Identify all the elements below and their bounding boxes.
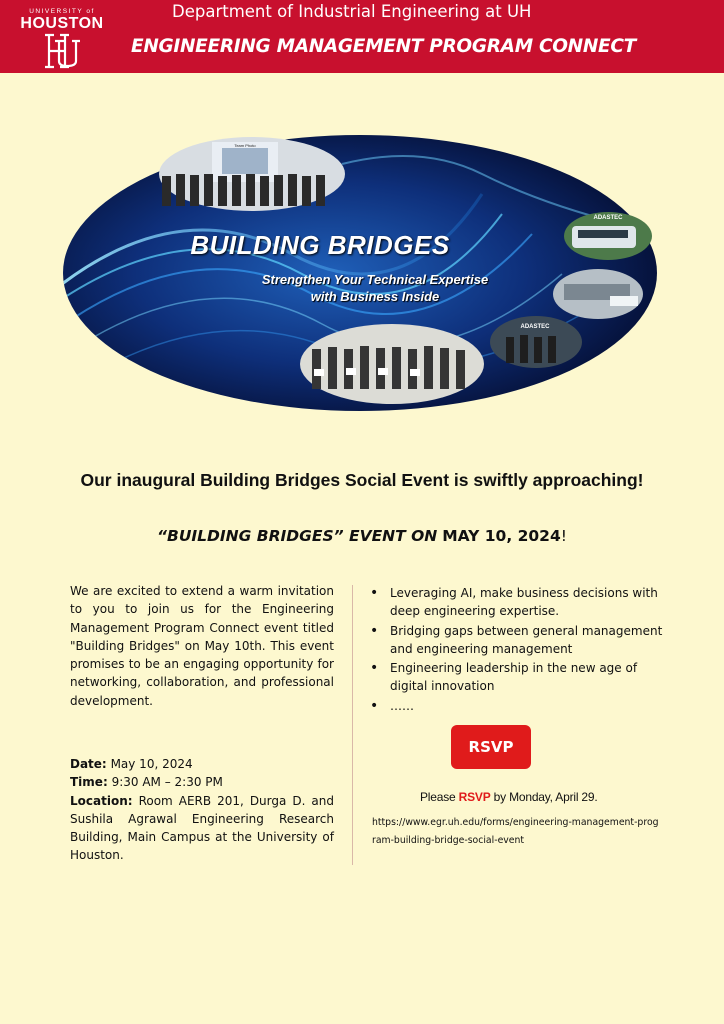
event-exclaim: ! bbox=[560, 527, 567, 545]
time-label: Time: bbox=[70, 775, 108, 790]
logo-university-text: UNIVERSITY of bbox=[29, 8, 95, 15]
department-title: Department of Industrial Engineering at UH bbox=[172, 2, 532, 21]
top-group-photo bbox=[159, 137, 345, 211]
time-row bbox=[70, 773, 334, 791]
invitation-paragraph: We are excited to extend a warm invitation to you to join us for the Engineering Management Program Connect event titled "Building Bridges" on May 10th. This event promises to be an engaging opportunity for networking, collaboration, and professional development. bbox=[70, 584, 334, 708]
event-details bbox=[70, 755, 334, 865]
uh-interlock-icon bbox=[42, 33, 82, 69]
banner-subtitle-line1: Strengthen Your Technical Expertise bbox=[261, 272, 489, 287]
list-item: • …… bbox=[370, 697, 670, 715]
event-date-line bbox=[0, 527, 724, 545]
topic-list bbox=[370, 584, 670, 716]
banner-title: BUILDING BRIDGES bbox=[190, 230, 450, 260]
banner-subtitle-line2: with Business Inside bbox=[310, 289, 440, 304]
announcement-headline: Our inaugural Building Bridges Social Event is swiftly approaching! bbox=[80, 470, 644, 490]
location-value: Room AERB 201, Durga D. and Sushila Agrawal Engineering Research Building, Main Campus at the University of Houston. bbox=[70, 793, 334, 863]
slide-caption: Team Photo bbox=[234, 143, 256, 148]
date-value: May 10, 2024 bbox=[110, 757, 193, 771]
bus-photo-bottom bbox=[490, 316, 582, 368]
logo-houston-text: HOUSTON bbox=[20, 15, 104, 32]
location-label: Location: bbox=[70, 793, 133, 808]
list-item: • Bridging gaps between general management and engineering management bbox=[370, 622, 670, 659]
event-title-text: “BUILDING BRIDGES” EVENT ON bbox=[157, 527, 438, 545]
uh-logo[interactable] bbox=[20, 6, 104, 70]
rsvp-note-prefix: Please bbox=[420, 790, 456, 804]
rsvp-note-suffix: by Monday, April 29. bbox=[493, 790, 598, 804]
rsvp-deadline-note bbox=[420, 790, 598, 804]
list-item: • Engineering leadership in the new age of digital innovation bbox=[370, 659, 670, 696]
date-row bbox=[70, 755, 334, 773]
location-row bbox=[70, 792, 334, 865]
event-date-text: MAY 10, 2024 bbox=[442, 527, 561, 545]
header-bar bbox=[0, 0, 724, 73]
adastec-label-bottom: ADASTEC bbox=[520, 324, 550, 330]
rsvp-note-highlight: RSVP bbox=[458, 790, 491, 804]
program-title: ENGINEERING MANAGEMENT PROGRAM CONNECT bbox=[131, 36, 636, 57]
date-label: Date: bbox=[70, 757, 107, 771]
banner-subtitle bbox=[0, 271, 724, 305]
rsvp-link[interactable]: https://www.egr.uh.edu/forms/engineering-management-program-building-bridge-social-event bbox=[372, 817, 659, 846]
time-value: 9:30 AM – 2:30 PM bbox=[111, 775, 223, 790]
column-divider bbox=[352, 585, 353, 865]
list-item: • Leveraging AI, make business decisions with deep engineering expertise. bbox=[370, 584, 670, 621]
adastec-label-top: ADASTEC bbox=[593, 215, 623, 221]
bottom-group-photo bbox=[300, 324, 484, 404]
rsvp-button[interactable]: RSVP bbox=[451, 725, 531, 769]
